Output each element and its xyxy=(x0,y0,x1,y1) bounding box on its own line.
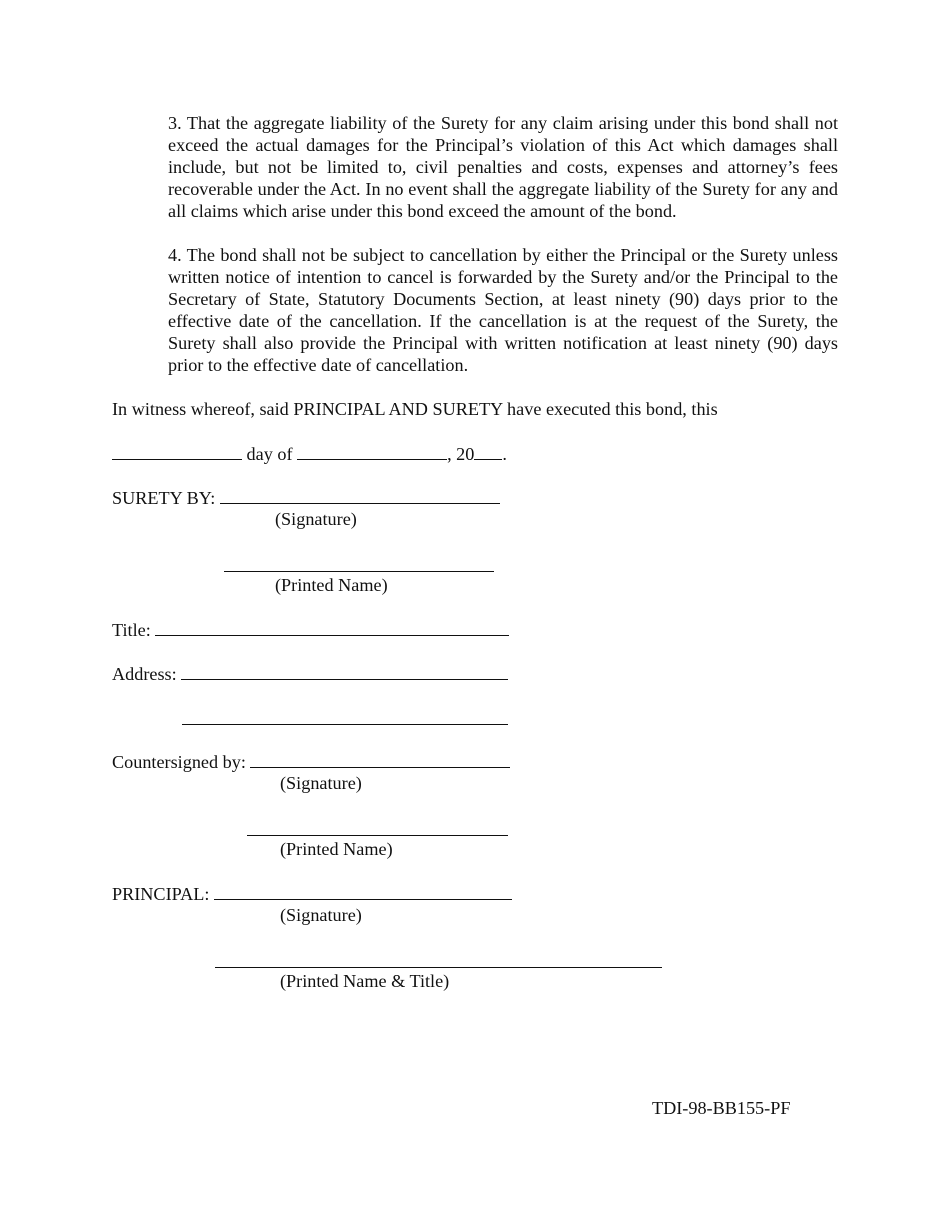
principal-signature-blank[interactable] xyxy=(214,882,512,900)
year-prefix: , 20 xyxy=(447,444,475,464)
principal-signature-caption: (Signature) xyxy=(280,905,362,925)
paragraph-4: 4. The bond shall not be subject to cancellation by either the Principal or the Surety unless written notice of intention to cancel is forwarded by the Surety and/or the Principal to the Secretary of State, Statutory Documents Section, at least ninety (90) days prior to the effective date of the cancellation. If the cancellation is at the request of the Surety, the Surety shall also provide the Principal with written notification at least ninety (90) days prior to the effective date of cancellation. xyxy=(168,245,838,375)
principal-label: PRINCIPAL: xyxy=(112,884,210,904)
day-blank[interactable] xyxy=(112,442,242,460)
form-id: TDI-98-BB155-PF xyxy=(652,1098,791,1118)
date-line xyxy=(112,442,507,465)
date-period: . xyxy=(502,444,507,464)
witness-statement: In witness whereof, said PRINCIPAL AND SURETY have executed this bond, this xyxy=(112,399,718,419)
title-line xyxy=(112,618,509,641)
countersigned-signature-caption: (Signature) xyxy=(280,773,362,793)
surety-signature-caption: (Signature) xyxy=(275,509,357,529)
address-blank-1[interactable] xyxy=(181,662,508,680)
address-blank-2[interactable] xyxy=(182,724,508,725)
title-blank[interactable] xyxy=(155,618,509,636)
countersigned-printed-name-caption: (Printed Name) xyxy=(280,839,393,859)
title-label: Title: xyxy=(112,620,151,640)
month-blank[interactable] xyxy=(297,442,447,460)
address-line xyxy=(112,662,508,685)
principal-printed-name-blank[interactable] xyxy=(215,967,662,968)
countersigned-line xyxy=(112,750,510,773)
countersigned-printed-name-blank[interactable] xyxy=(247,835,508,836)
address-label: Address: xyxy=(112,664,177,684)
surety-by-label: SURETY BY: xyxy=(112,488,216,508)
countersigned-label: Countersigned by: xyxy=(112,752,246,772)
day-of-label: day of xyxy=(246,444,293,464)
surety-printed-name-blank[interactable] xyxy=(224,571,494,572)
surety-signature-blank[interactable] xyxy=(220,486,500,504)
principal-printed-name-caption: (Printed Name & Title) xyxy=(280,971,450,991)
paragraph-3: 3. That the aggregate liability of the Surety for any claim arising under this bond shall not exceed the actual damages for the Principal’s violation of this Act which damages shall include, but not be limited to, civil penalties and costs, expenses and attorney’s fees recoverable under the Act. In no event shall the aggregate liability of the Surety for any and all claims which arise under this bond exceed the amount of the bond. xyxy=(168,113,838,221)
surety-printed-name-caption: (Printed Name) xyxy=(275,575,388,595)
surety-by-line xyxy=(112,486,500,509)
countersigned-signature-blank[interactable] xyxy=(250,750,510,768)
principal-line xyxy=(112,882,512,905)
year-blank[interactable] xyxy=(474,442,502,460)
